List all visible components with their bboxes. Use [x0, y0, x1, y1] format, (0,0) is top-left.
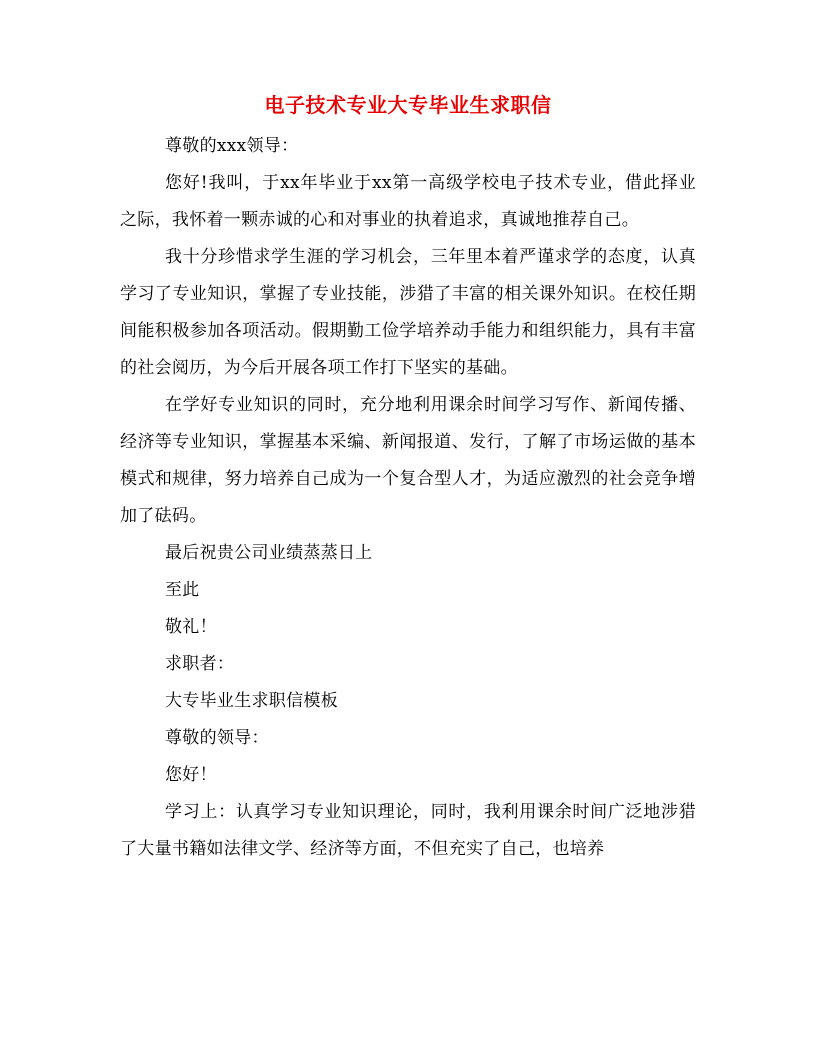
applicant-signature: 求职者：: [165, 654, 235, 674]
closing-jingli: 敬礼！: [165, 617, 217, 637]
closing-zhici: 至此: [165, 580, 200, 600]
second-greeting: 您好！: [165, 765, 217, 785]
study-section-paragraph: 学习上：认真学习专业知识理论，同时，我利用课余时间广泛地涉猎了大量书籍如法律文学、经济等方面，不但充实了自己，也培养: [120, 802, 696, 859]
greeting-paragraph: 您好!我叫，于xx年毕业于xx第一高级学校电子技术专业，借此择业之际，我怀着一颗赤诚的心和对事业的执着追求，真诚地推荐自己。: [120, 173, 696, 230]
study-paragraph: 我十分珍惜求学生涯的学习机会，三年里本着严谨求学的态度，认真学习了专业知识，掌握了专业技能，涉猎了丰富的相关课外知识。在校任期间能积极参加各项活动。假期勤工俭学培养动手能力和组织能力，具有丰富的社会阅历，为今后开展各项工作打下坚实的基础。: [120, 247, 696, 378]
second-letter-heading: 大专毕业生求职信模板: [165, 691, 338, 711]
salutation: 尊敬的xxx领导：: [165, 136, 299, 156]
second-salutation: 尊敬的领导：: [165, 728, 269, 748]
skills-paragraph: 在学好专业知识的同时，充分地利用课余时间学习写作、新闻传播、经济等专业知识，掌握基本采编、新闻报道、发行，了解了市场运做的基本模式和规律，努力培养自己成为一个复合型人才，为适应激烈的社会竞争增加了砝码。: [120, 395, 696, 526]
document-title: 电子技术专业大专毕业生求职信: [264, 93, 552, 117]
closing-wish: 最后祝贵公司业绩蒸蒸日上: [165, 543, 373, 563]
document-body: [120, 92, 696, 868]
